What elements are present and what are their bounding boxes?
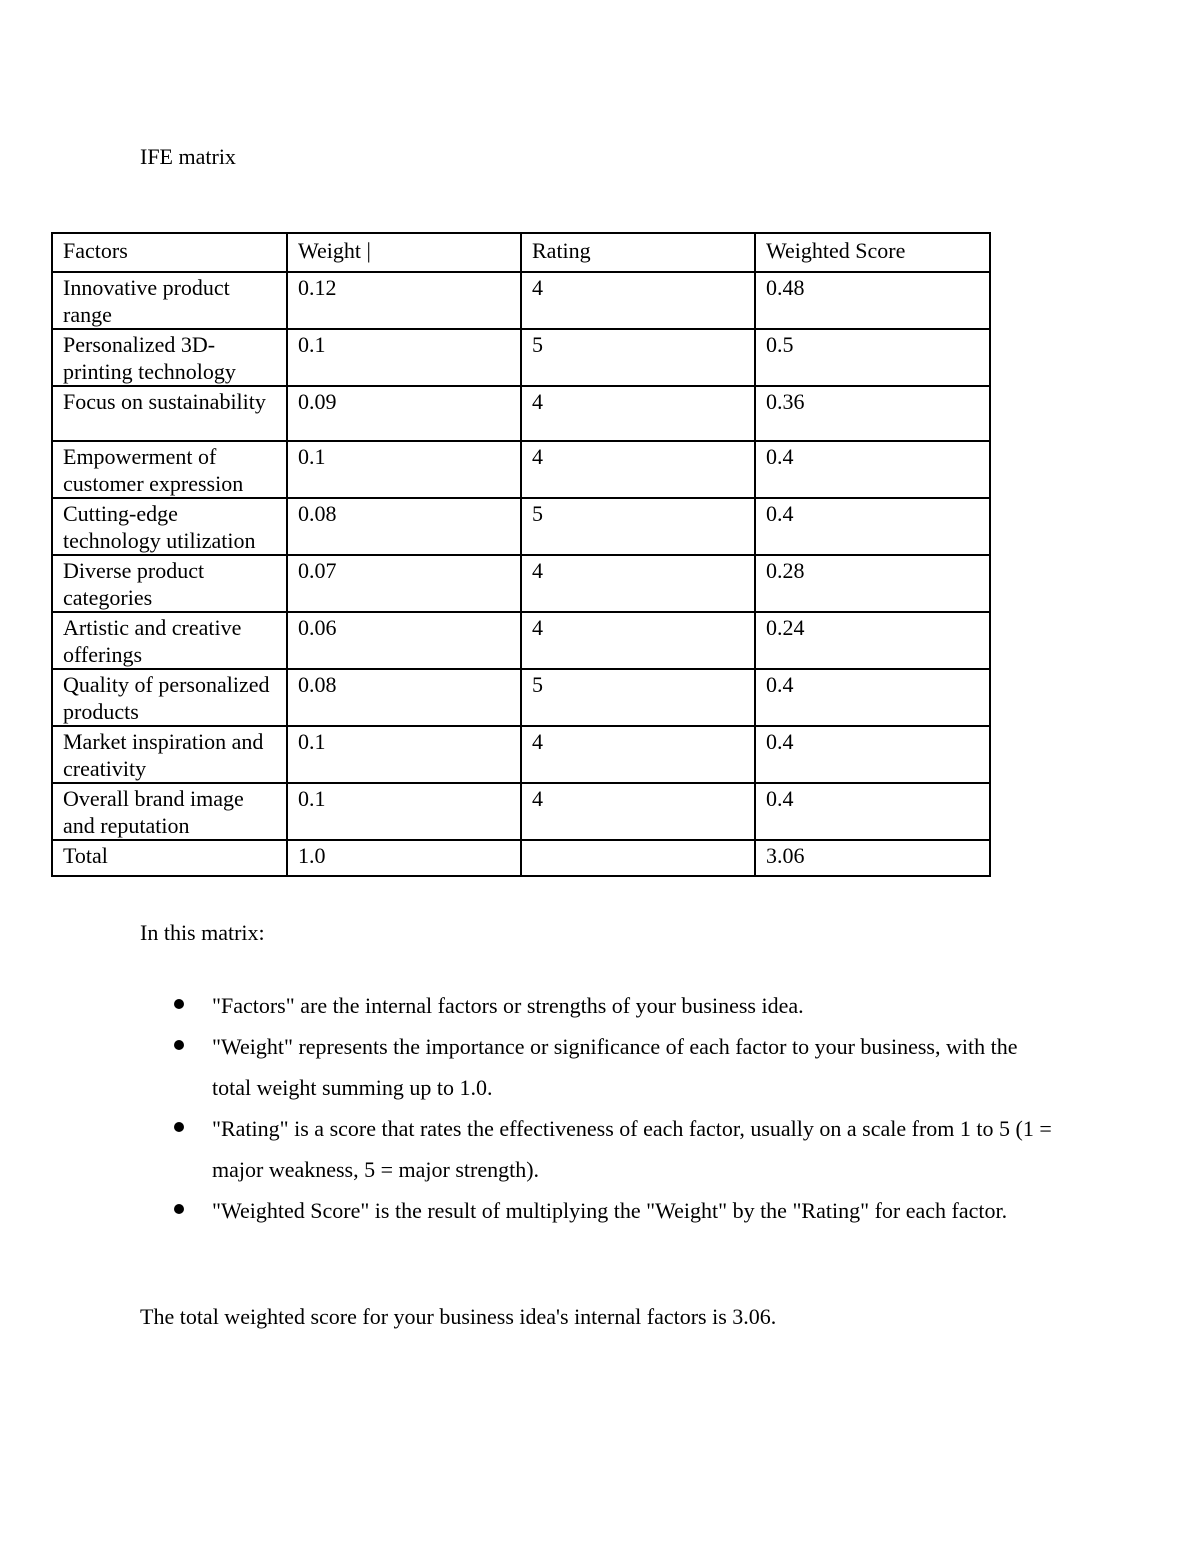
table-row [52,783,990,840]
weight-cell: 0.1 [287,726,521,783]
weighted-score-cell: 0.24 [755,612,990,669]
note-text: "Weight" represents the importance or significance of each factor to your business, with the total weight summing up to 1.0. [212,1034,1018,1100]
header-weighted-score: Weighted Score [755,233,990,272]
factor-cell: Innovative product range [52,272,287,329]
table-row [52,555,990,612]
list-item [212,1190,1060,1231]
conclusion-text: The total weighted score for your business idea's internal factors is 3.06. [140,1304,777,1329]
rating-cell: 5 [521,669,755,726]
note-text: "Weighted Score" is the result of multiplying the "Weight" by the "Rating" for each factor. [212,1198,1008,1223]
rating-cell: 4 [521,612,755,669]
rating-cell: 4 [521,386,755,441]
weighted-score-cell: 0.28 [755,555,990,612]
weighted-score-cell: 0.4 [755,783,990,840]
weighted-score-cell: 0.36 [755,386,990,441]
weight-cell: 0.06 [287,612,521,669]
factor-cell: Artistic and creative offerings [52,612,287,669]
rating-cell: 5 [521,329,755,386]
factor-cell: Empowerment of customer expression [52,441,287,498]
total-label-cell: Total [52,840,287,876]
table-row [52,329,990,386]
weighted-score-cell: 0.4 [755,726,990,783]
table-header-row [52,233,990,272]
weight-cell: 0.1 [287,441,521,498]
table-row [52,498,990,555]
list-item [212,1026,1060,1108]
list-item [212,1108,1060,1190]
total-rating-cell [521,840,755,876]
document-title: IFE matrix [140,144,236,169]
total-weight-cell: 1.0 [287,840,521,876]
factor-cell: Overall brand image and reputation [52,783,287,840]
factor-cell: Focus on sustainability [52,386,287,441]
header-factors: Factors [52,233,287,272]
table-row [52,386,990,441]
rating-cell: 4 [521,726,755,783]
weight-cell: 0.08 [287,669,521,726]
table-total-row [52,840,990,876]
factor-cell: Quality of personalized products [52,669,287,726]
total-weighted-score-cell: 3.06 [755,840,990,876]
list-item [212,985,1060,1026]
factor-cell: Cutting-edge technology utilization [52,498,287,555]
weight-cell: 0.07 [287,555,521,612]
weighted-score-cell: 0.4 [755,441,990,498]
weighted-score-cell: 0.5 [755,329,990,386]
bullet-icon [174,999,184,1009]
note-text: "Factors" are the internal factors or strengths of your business idea. [212,993,804,1018]
weighted-score-cell: 0.4 [755,669,990,726]
rating-cell: 4 [521,441,755,498]
rating-cell: 4 [521,783,755,840]
rating-cell: 4 [521,555,755,612]
header-weight: Weight | [287,233,521,272]
weighted-score-cell: 0.48 [755,272,990,329]
weight-cell: 0.09 [287,386,521,441]
rating-cell: 4 [521,272,755,329]
rating-cell: 5 [521,498,755,555]
ife-matrix-table [51,232,991,877]
table-row [52,726,990,783]
weight-cell: 0.1 [287,783,521,840]
factor-cell: Market inspiration and creativity [52,726,287,783]
weight-cell: 0.1 [287,329,521,386]
bullet-icon [174,1122,184,1132]
note-text: "Rating" is a score that rates the effectiveness of each factor, usually on a scale from 1 to 5 (1 = major weakness, 5 = major strength). [212,1116,1052,1182]
weight-cell: 0.08 [287,498,521,555]
factor-cell: Diverse product categories [52,555,287,612]
header-rating: Rating [521,233,755,272]
weighted-score-cell: 0.4 [755,498,990,555]
table-row [52,272,990,329]
table-row [52,441,990,498]
factor-cell: Personalized 3D-printing technology [52,329,287,386]
table-row [52,669,990,726]
notes-list [140,985,1060,1231]
bullet-icon [174,1204,184,1214]
intro-text: In this matrix: [140,920,265,945]
weight-cell: 0.12 [287,272,521,329]
table-row [52,612,990,669]
bullet-icon [174,1040,184,1050]
